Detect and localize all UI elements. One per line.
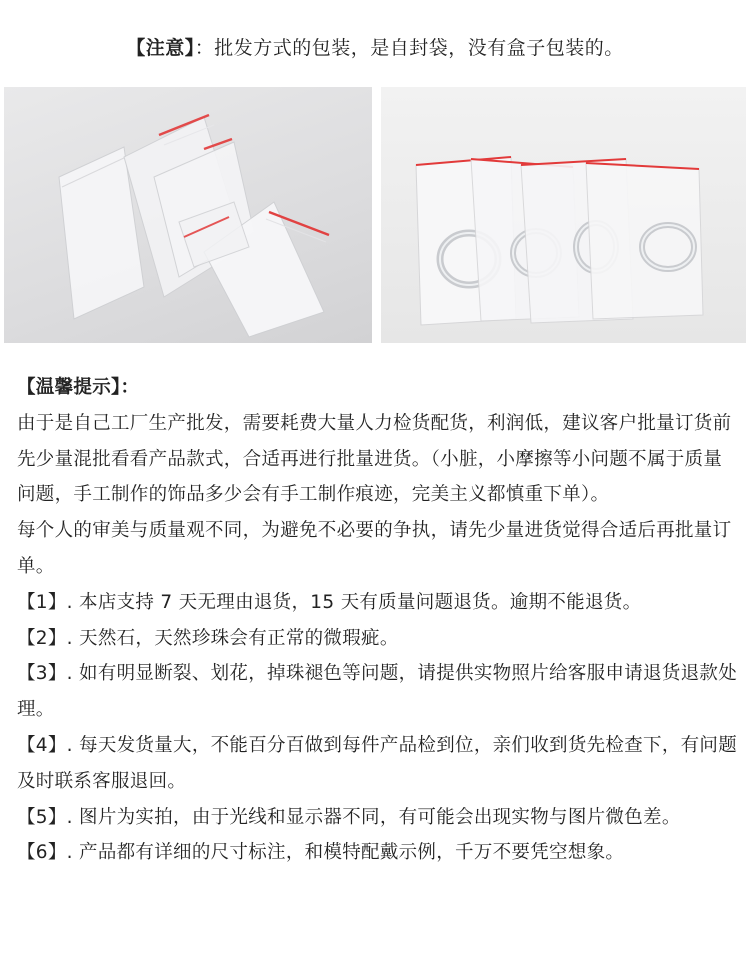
notice-text: ：批发方式的包装，是自封袋，没有盒子包装的。	[194, 37, 624, 59]
rings-in-ziplock-bags-photo	[381, 87, 746, 343]
tips-item-5: 【5】. 图片为实拍，由于光线和显示器不同，有可能会出现实物与图片微色差。	[17, 806, 681, 828]
packaging-notice	[0, 30, 750, 66]
warm-tips-section	[17, 370, 739, 871]
ziplock-bags-illustration	[4, 87, 372, 343]
tips-heading: 【温馨提示】：	[17, 377, 140, 398]
tips-item-4: 【4】. 每天发货量大，不能百分百做到每件产品检到位，亲们收到货先检查下，有问题及时联系客服退回。	[17, 734, 738, 792]
tips-item-2: 【2】. 天然石，天然珍珠会有正常的微瑕疵。	[17, 627, 399, 649]
tips-item-3: 【3】. 如有明显断裂、划花，掉珠褪色等问题，请提供实物照片给客服申请退货退款处理。	[17, 663, 738, 721]
tips-paragraph-intro: 由于是自己工厂生产批发，需要耗费大量人力检货配货，利润低，建议客户批量订货前先少量混批看看产品款式，合适再进行批量进货。（小脏，小摩擦等小问题不属于质量问题，手工制作的饰品多少会有手工制作痕迹，完美主义都慎重下单）。	[17, 412, 732, 506]
tips-paragraph-aesthetics: 每个人的审美与质量观不同，为避免不必要的争执，请先少量进货觉得合适后再批量订单。	[17, 520, 732, 577]
tips-item-6: 【6】. 产品都有详细的尺寸标注，和模特配戴示例，千万不要凭空想象。	[17, 842, 625, 864]
tips-item-1: 【1】. 本店支持 7 天无理由退货，15 天有质量问题退货。逾期不能退货。	[17, 591, 642, 613]
notice-label: 【注意】	[126, 37, 195, 59]
ziplock-bags-photo	[4, 87, 372, 343]
rings-bags-illustration	[381, 87, 746, 343]
